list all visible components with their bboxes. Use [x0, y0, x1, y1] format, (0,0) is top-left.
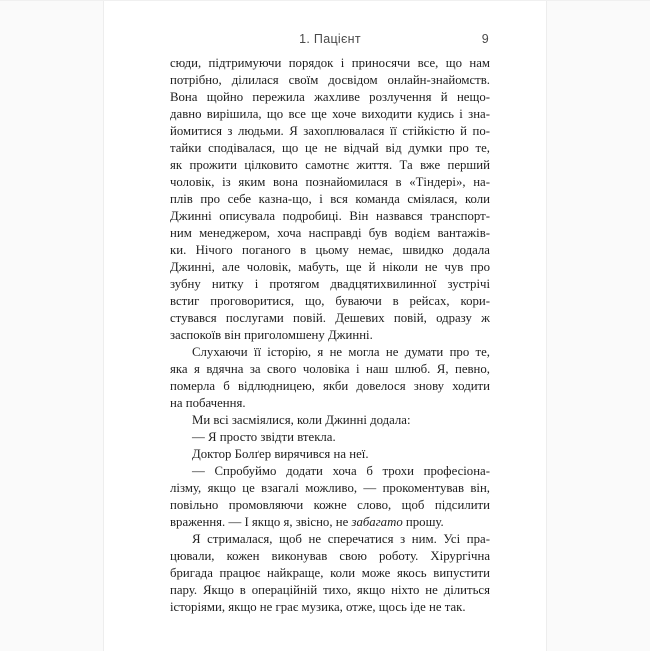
text-line: як прожити цілковито самотнє життя. Та вже перший	[170, 158, 490, 172]
book-page	[103, 1, 547, 651]
text-line: Слухаючи її історію, я не могла не думати про те,	[192, 345, 490, 359]
page-body	[170, 55, 490, 616]
text-line: бригада працює найкраще, коли може якось випустити	[170, 566, 490, 580]
text-line: яка я вдячна за свого чоловіка і наш шлюб. Я, певно,	[170, 362, 490, 376]
running-header	[170, 31, 490, 47]
text-line: Доктор Болґер вирячився на неї.	[192, 447, 369, 461]
text-line: — Спробуймо додати хоча б трохи професіона-	[192, 464, 490, 478]
text-line: встиг проговоритися, що, буваючи в рейсах, кори-	[170, 294, 490, 308]
text-line: плів про себе казна-що, і вся команда сміялася, коли	[170, 192, 490, 206]
text-line: сюди, підтримуючи порядок і приносячи все, що нам	[170, 56, 490, 70]
text-line: ки. Нічого поганого в цьому немає, швидко додала	[170, 243, 490, 257]
text-line: заспокоїв він приголомшену Джинні.	[170, 328, 373, 342]
page-number: 9	[481, 32, 489, 46]
text-line: — Я просто звідти втекла.	[192, 430, 336, 444]
text-line: враження. — І якщо я, звісно, не забагато прошу.	[170, 515, 444, 529]
text-line: Я стрималася, щоб не сперечатися з ним. Усі пра-	[192, 532, 490, 546]
text-line: повільно промовляючи кожне слово, щоб підсилити	[170, 498, 490, 512]
text-line: зубну нитку і протягом двадцятихвилинної зустрічі	[170, 277, 490, 291]
text-line: давно вирішила, що все ще хоче виходити кудись і зна-	[170, 107, 490, 121]
text-line: стувався послугами повій. Дешевих повій, одразу ж	[170, 311, 490, 325]
chapter-title: 1. Пацієнт	[299, 32, 361, 46]
text-line: померла б відлюдницею, якби довелося знову ходити	[170, 379, 490, 393]
text-line: цювали, кожен виконував свою роботу. Хірургічна	[170, 549, 490, 563]
text-line: пару. Якщо в операційній тихо, якщо ніхто не ділиться	[170, 583, 490, 597]
text-line: чоловік, із яким вона познайомилася в «Тіндері», на-	[170, 175, 490, 189]
text-line: тайки сподівалася, що це не відчай від думки про те,	[170, 141, 490, 155]
text-line: ним менеджером, хоча насправді був водієм вантажів-	[170, 226, 490, 240]
text-line: на побачення.	[170, 396, 246, 410]
text-line: історіями, якщо не грає музика, отже, щось іде не так.	[170, 600, 466, 614]
text-line: потрібно, ділилася своїм досвідом онлайн-знайомств.	[170, 73, 490, 87]
text-line: Джинні описувала подробиці. Він назвався транспорт-	[170, 209, 490, 223]
text-line: Вона щойно пережила жахливе розлучення й нещо-	[170, 90, 490, 104]
text-line: Джинні, але чоловік, мабуть, ще й ніколи не чув про	[170, 260, 490, 274]
text-line: йомитися з людьми. Я захоплювалася її стійкістю й по-	[170, 124, 490, 138]
text-line: Ми всі засміялися, коли Джинні додала:	[192, 413, 411, 427]
text-line: лізму, якщо це взагалі можливо, — прокоментував він,	[170, 481, 490, 495]
